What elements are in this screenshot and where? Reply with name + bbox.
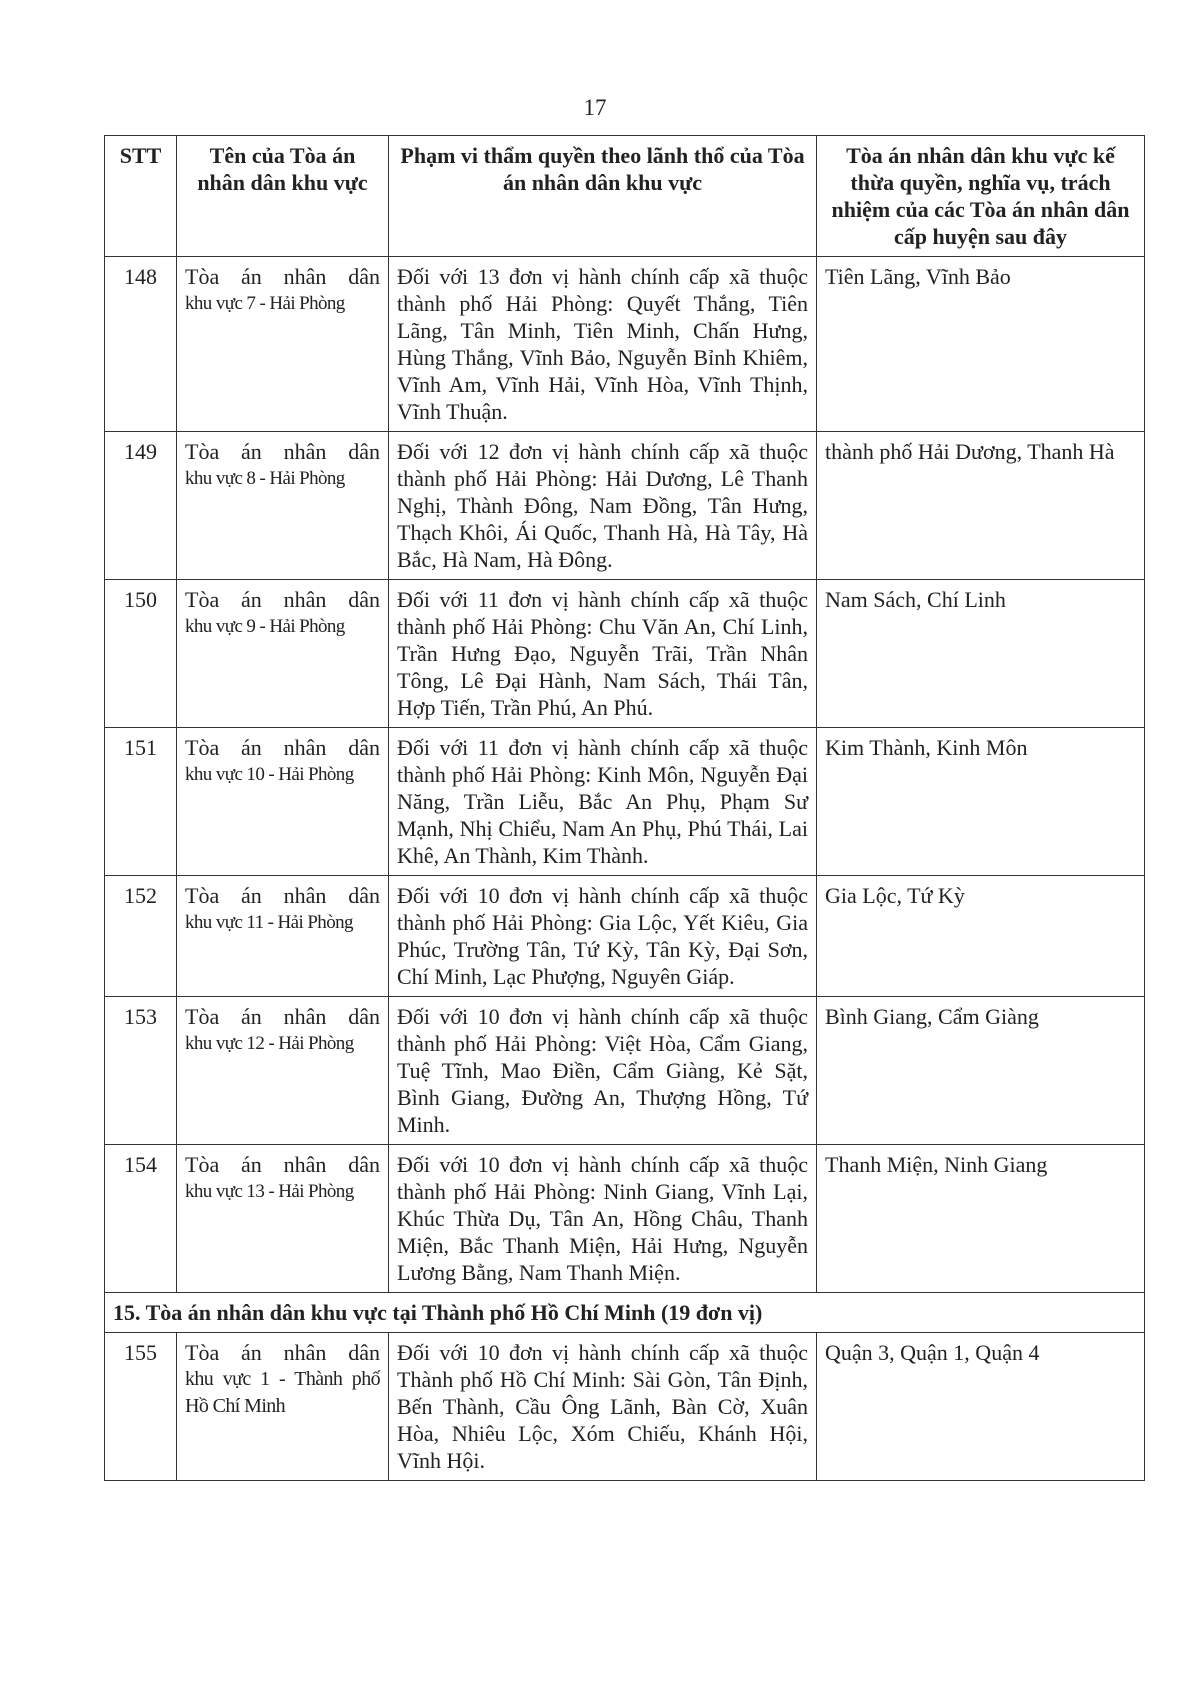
header-stt: STT [105, 136, 177, 257]
table-row [105, 876, 1145, 997]
court-jurisdiction-table [104, 135, 1145, 1481]
table-row [105, 432, 1145, 580]
row-court-name: Tòa án nhân dân khu vực 8 - Hải Phòng [177, 432, 389, 580]
row-stt: 152 [105, 876, 177, 997]
row-stt: 154 [105, 1145, 177, 1293]
row-inherits: Quận 3, Quận 1, Quận 4 [817, 1333, 1145, 1481]
header-inherits: Tòa án nhân dân khu vực kế thừa quyền, nghĩa vụ, trách nhiệm của các Tòa án nhân dân cấp huyện sau đây [817, 136, 1145, 257]
row-scope: Đối với 10 đơn vị hành chính cấp xã thuộc thành phố Hải Phòng: Gia Lộc, Yết Kiêu, Gia Phúc, Trường Tân, Tứ Kỳ, Tân Kỳ, Đại Sơn, Chí Minh, Lạc Phượng, Nguyên Giáp. [389, 876, 817, 997]
table-row [105, 580, 1145, 728]
row-court-name: Tòa án nhân dân khu vực 1 - Thành phố Hồ Chí Minh [177, 1333, 389, 1481]
section-heading-row [105, 1293, 1145, 1333]
row-court-name: Tòa án nhân dân khu vực 7 - Hải Phòng [177, 257, 389, 432]
header-court-name: Tên của Tòa án nhân dân khu vực [177, 136, 389, 257]
row-court-name: Tòa án nhân dân khu vực 13 - Hải Phòng [177, 1145, 389, 1293]
table-row [105, 1333, 1145, 1481]
row-court-name: Tòa án nhân dân khu vực 12 - Hải Phòng [177, 997, 389, 1145]
row-stt: 153 [105, 997, 177, 1145]
row-inherits: Bình Giang, Cẩm Giàng [817, 997, 1145, 1145]
section-heading: 15. Tòa án nhân dân khu vực tại Thành phố Hồ Chí Minh (19 đơn vị) [105, 1293, 1145, 1333]
table-row [105, 257, 1145, 432]
row-stt: 150 [105, 580, 177, 728]
row-inherits: Nam Sách, Chí Linh [817, 580, 1145, 728]
row-inherits: thành phố Hải Dương, Thanh Hà [817, 432, 1145, 580]
row-inherits: Tiên Lãng, Vĩnh Bảo [817, 257, 1145, 432]
row-scope: Đối với 10 đơn vị hành chính cấp xã thuộc thành phố Hải Phòng: Ninh Giang, Vĩnh Lại, Khúc Thừa Dụ, Tân An, Hồng Châu, Thanh Miện, Bắc Thanh Miện, Hải Hưng, Nguyễn Lương Bằng, Nam Thanh Miện. [389, 1145, 817, 1293]
row-stt: 149 [105, 432, 177, 580]
header-scope: Phạm vi thẩm quyền theo lãnh thổ của Tòa án nhân dân khu vực [389, 136, 817, 257]
row-scope: Đối với 11 đơn vị hành chính cấp xã thuộc thành phố Hải Phòng: Chu Văn An, Chí Linh, Trần Hưng Đạo, Nguyễn Trãi, Trần Nhân Tông, Lê Đại Hành, Nam Sách, Thái Tân, Hợp Tiến, Trần Phú, An Phú. [389, 580, 817, 728]
row-inherits: Gia Lộc, Tứ Kỳ [817, 876, 1145, 997]
table-row [105, 728, 1145, 876]
row-stt: 151 [105, 728, 177, 876]
row-court-name: Tòa án nhân dân khu vực 9 - Hải Phòng [177, 580, 389, 728]
page-number: 17 [583, 95, 607, 120]
row-scope: Đối với 11 đơn vị hành chính cấp xã thuộc thành phố Hải Phòng: Kinh Môn, Nguyễn Đại Năng, Trần Liễu, Bắc An Phụ, Phạm Sư Mạnh, Nhị Chiểu, Nam An Phụ, Phú Thái, Lai Khê, An Thành, Kim Thành. [389, 728, 817, 876]
row-stt: 155 [105, 1333, 177, 1481]
row-scope: Đối với 13 đơn vị hành chính cấp xã thuộc thành phố Hải Phòng: Quyết Thắng, Tiên Lãng, Tân Minh, Tiên Minh, Chấn Hưng, Hùng Thắng, Vĩnh Bảo, Nguyễn Bỉnh Khiêm, Vĩnh Am, Vĩnh Hải, Vĩnh Hòa, Vĩnh Thịnh, Vĩnh Thuận. [389, 257, 817, 432]
row-inherits: Thanh Miện, Ninh Giang [817, 1145, 1145, 1293]
row-scope: Đối với 10 đơn vị hành chính cấp xã thuộc Thành phố Hồ Chí Minh: Sài Gòn, Tân Định, Bến Thành, Cầu Ông Lãnh, Bàn Cờ, Xuân Hòa, Nhiêu Lộc, Xóm Chiếu, Khánh Hội, Vĩnh Hội. [389, 1333, 817, 1481]
row-scope: Đối với 10 đơn vị hành chính cấp xã thuộc thành phố Hải Phòng: Việt Hòa, Cẩm Giang, Tuệ Tĩnh, Mao Điền, Cẩm Giàng, Kẻ Sặt, Bình Giang, Đường An, Thượng Hồng, Tứ Minh. [389, 997, 817, 1145]
row-court-name: Tòa án nhân dân khu vực 10 - Hải Phòng [177, 728, 389, 876]
row-stt: 148 [105, 257, 177, 432]
table-row [105, 1145, 1145, 1293]
row-inherits: Kim Thành, Kinh Môn [817, 728, 1145, 876]
table-header-row [105, 136, 1145, 257]
row-court-name: Tòa án nhân dân khu vực 11 - Hải Phòng [177, 876, 389, 997]
row-scope: Đối với 12 đơn vị hành chính cấp xã thuộc thành phố Hải Phòng: Hải Dương, Lê Thanh Nghị, Thành Đông, Nam Đồng, Tân Hưng, Thạch Khôi, Ái Quốc, Thanh Hà, Hà Tây, Hà Bắc, Hà Nam, Hà Đông. [389, 432, 817, 580]
table-row [105, 997, 1145, 1145]
